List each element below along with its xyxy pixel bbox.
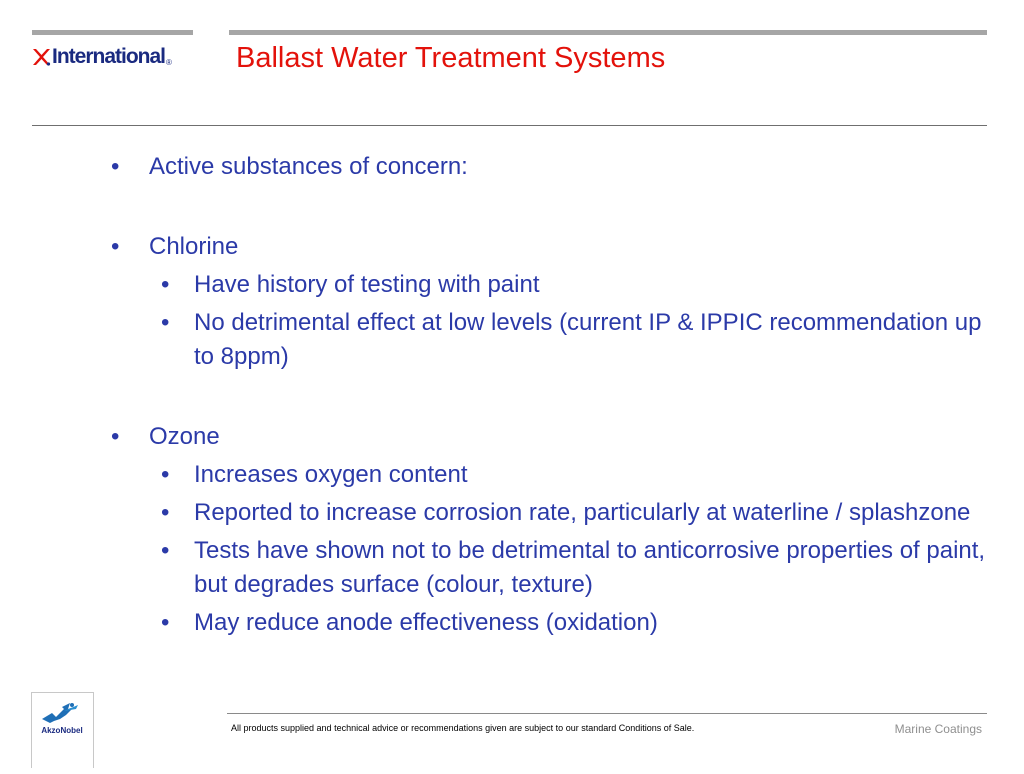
footer-divider xyxy=(227,713,987,714)
sub-bullet-item: • Have history of testing with paint xyxy=(111,268,987,302)
x-mark-icon xyxy=(31,44,51,70)
bullet-list xyxy=(111,150,987,640)
slide-title: Ballast Water Treatment Systems xyxy=(236,42,666,74)
sub-bullet-item: • No detrimental effect at low levels (current IP & IPPIC recommendation up to 8ppm) xyxy=(111,306,987,374)
footer-disclaimer: All products supplied and technical advice or recommendations given are subject to our standard Conditions of Sale. xyxy=(231,723,695,733)
footer-division: Marine Coatings xyxy=(894,722,982,736)
sub-bullet-item: • Tests have shown not to be detrimental to anticorrosive properties of paint, but degrades surface (colour, texture) xyxy=(111,534,987,602)
bullet-item: • Ozone xyxy=(111,420,987,454)
international-logo xyxy=(31,42,172,72)
top-bar-left xyxy=(32,30,193,35)
sub-bullet-item: • Reported to increase corrosion rate, particularly at waterline / splashzone xyxy=(111,496,987,530)
bullet-item: • Active substances of concern: xyxy=(111,150,987,184)
logo-text: International xyxy=(52,45,166,68)
bullet-item: • Chlorine xyxy=(111,230,987,264)
sub-bullet-item: • May reduce anode effectiveness (oxidation) xyxy=(111,606,987,640)
akzonobel-text: AkzoNobel xyxy=(41,726,83,735)
sub-bullet-item: • Increases oxygen content xyxy=(111,458,987,492)
top-bar-right xyxy=(229,30,987,35)
akzonobel-logo xyxy=(31,692,94,768)
akzonobel-figure-icon xyxy=(32,693,93,769)
header-divider xyxy=(32,125,987,126)
registered-mark: ® xyxy=(166,58,172,67)
